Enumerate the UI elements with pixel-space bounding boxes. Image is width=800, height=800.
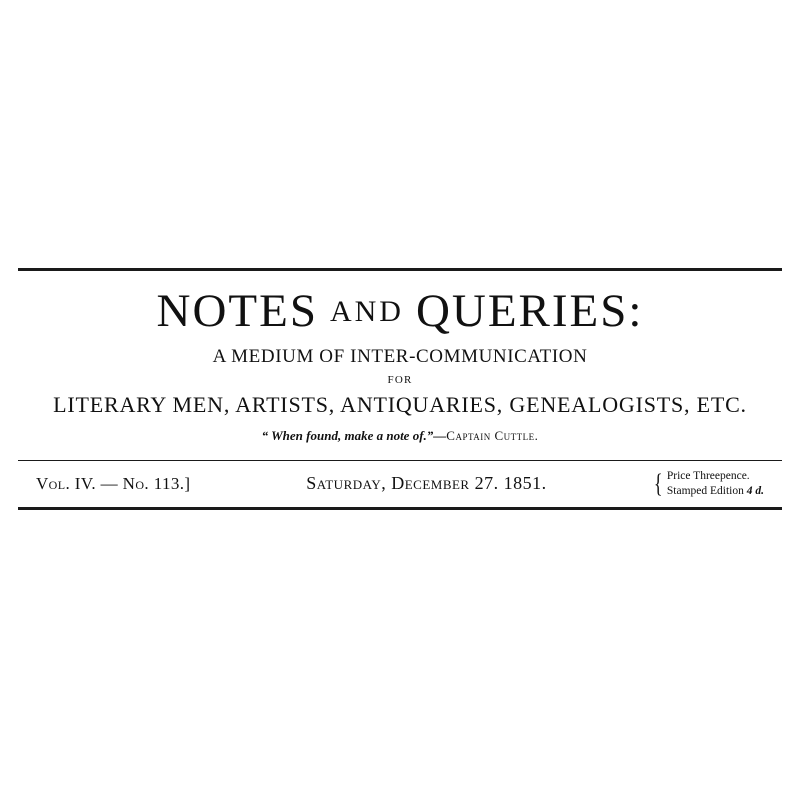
title-word-queries: QUERIES: <box>415 285 644 337</box>
price-threepence: Price Threepence. <box>666 470 750 483</box>
newspaper-masthead <box>18 268 782 510</box>
brace-glyph: { <box>654 468 664 498</box>
publication-subtitle: A MEDIUM OF INTER-COMMUNICATION <box>212 346 588 368</box>
title-word-notes: NOTES <box>156 285 318 337</box>
motto-quote-text: “ When found, make a note of.”— <box>261 428 447 444</box>
title-conjunction-and: AND <box>329 295 404 328</box>
masthead-imprint-bar <box>18 460 782 507</box>
price-stack <box>667 469 764 498</box>
for-label: FOR <box>387 374 413 387</box>
volume-issue-label: Vol. IV. — No. 113.] <box>36 473 191 493</box>
motto-attribution: Captain Cuttle. <box>446 428 539 444</box>
issue-date: Saturday, December 27. 1851. <box>306 473 547 494</box>
price-block <box>652 469 764 498</box>
price-stamped-edition <box>667 484 764 498</box>
masthead-motto <box>38 428 762 444</box>
stamped-edition-value: 4 d. <box>746 484 764 497</box>
publication-title <box>38 287 762 336</box>
stamped-edition-label: Stamped Edition <box>666 484 744 497</box>
masthead-upper-block <box>18 271 782 460</box>
target-audience-line: LITERARY MEN, ARTISTS, ANTIQUARIES, GENEALOGISTS, ETC. <box>53 392 747 418</box>
